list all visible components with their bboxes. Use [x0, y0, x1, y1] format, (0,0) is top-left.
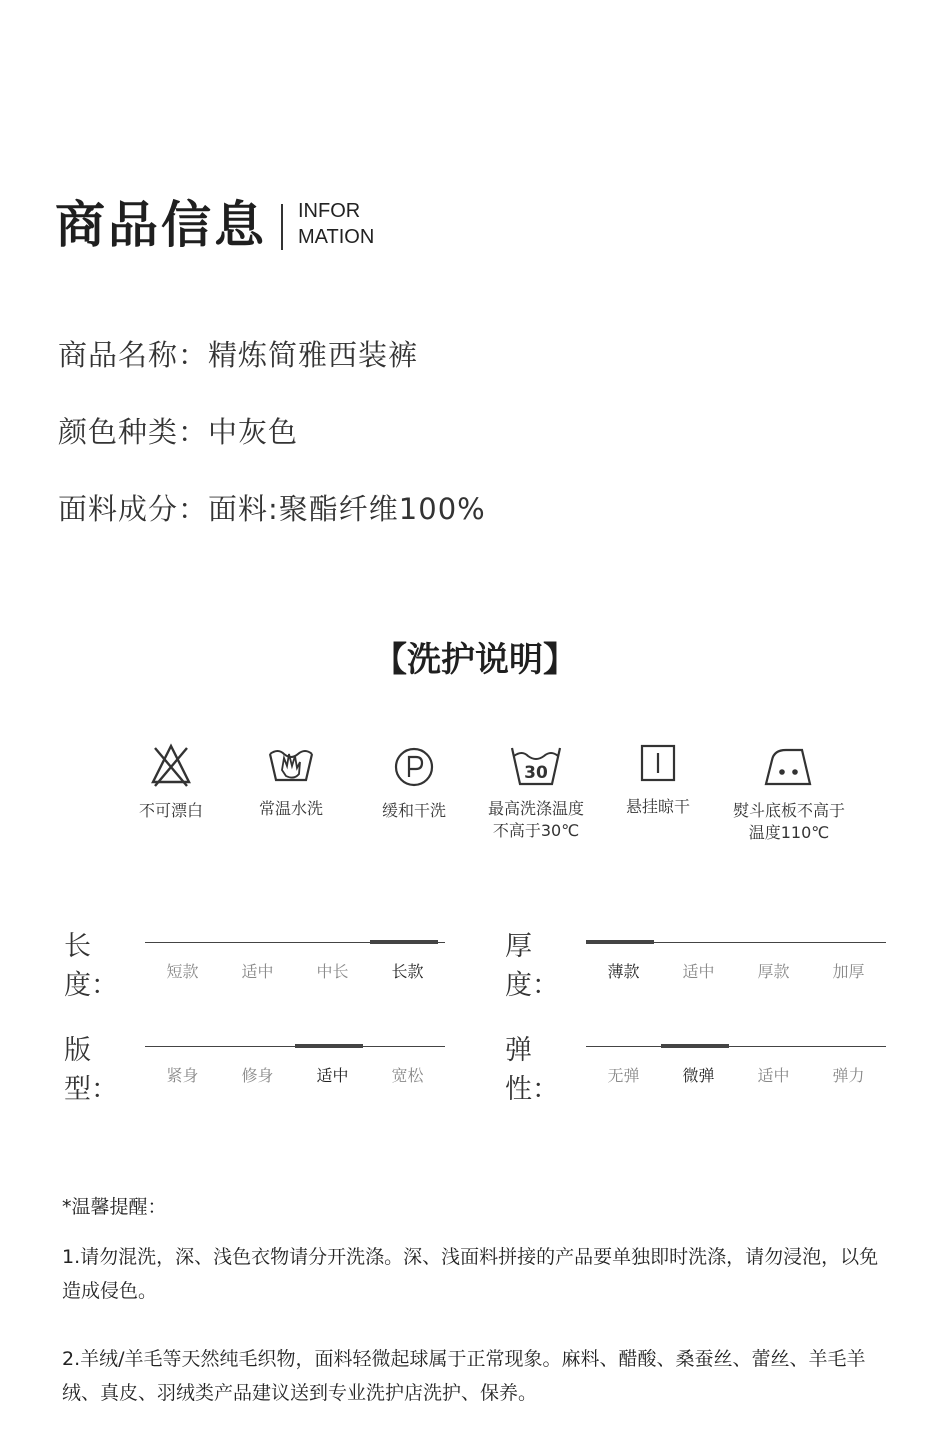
title-english-line1: INFOR	[298, 200, 361, 222]
page-title: 商品信息	[55, 196, 267, 254]
info-label: 面料成分：	[58, 492, 209, 526]
scale-label: 长度：	[64, 931, 118, 1001]
scale-option: 紧身	[166, 1066, 199, 1085]
scale-option: 适中	[316, 1066, 349, 1085]
scale-option: 微弹	[682, 1066, 715, 1085]
care-label: 缓和干洗	[381, 801, 446, 820]
info-value: 面料:聚酯纤维100%	[208, 492, 486, 526]
scale-option: 短款	[166, 962, 199, 981]
note-item: 1.请勿混洗，深、浅色衣物请分开洗涤。深、浅面料拼接的产品要单独即时洗涤，请勿浸泡，以免造成侵色。	[62, 1246, 879, 1302]
scale-option: 弹力	[832, 1066, 865, 1085]
notes-title: *温馨提醒：	[62, 1196, 167, 1218]
dry-clean-p-icon	[392, 742, 436, 790]
care-label: 悬挂晾干	[625, 797, 690, 816]
care-label: 不可漂白	[138, 801, 203, 820]
info-value: 精炼简雅西装裤	[208, 338, 419, 372]
hand-wash-icon	[266, 740, 316, 788]
hang-dry-icon	[638, 742, 678, 786]
scale-option: 修身	[241, 1066, 274, 1085]
scale-selected-marker	[370, 940, 438, 944]
svg-text:30: 30	[524, 763, 548, 783]
title-divider	[281, 204, 283, 250]
scale-option: 无弹	[607, 1066, 640, 1085]
scale-selected-marker	[295, 1044, 363, 1048]
info-row-fabric	[58, 487, 486, 528]
care-label: 最高洗涤温度 不高于30℃	[487, 799, 584, 840]
scale-selected-marker	[586, 940, 654, 944]
care-label: 常温水洗	[258, 799, 323, 818]
info-label: 商品名称：	[58, 338, 209, 372]
care-label: 熨斗底板不高于 温度110℃	[732, 801, 845, 842]
info-row-name	[58, 333, 418, 374]
info-label: 颜色种类：	[58, 415, 209, 449]
note-item: 2.羊绒/羊毛等天然纯毛织物，面料轻微起球属于正常现象。麻料、醋酸、桑蚕丝、蕾丝、羊毛羊绒、真皮、羽绒类产品建议送到专业洗护店洗护、保养。	[62, 1348, 866, 1404]
scale-option: 长款	[391, 962, 424, 981]
scale-option: 加厚	[832, 962, 865, 981]
scale-option: 适中	[757, 1066, 790, 1085]
scale-option: 适中	[241, 962, 274, 981]
wash-30-icon	[508, 740, 564, 788]
scale-label: 版型：	[64, 1035, 118, 1105]
scale-option: 中长	[316, 962, 349, 981]
scale-label: 弹性：	[505, 1035, 559, 1105]
scale-option: 厚款	[757, 962, 790, 981]
care-item	[583, 742, 733, 818]
scale-option: 薄款	[607, 962, 640, 981]
scale-option: 适中	[682, 962, 715, 981]
title-english	[298, 198, 374, 250]
scale-track	[586, 1046, 886, 1047]
title-english-line2: MATION	[298, 226, 375, 248]
iron-icon	[762, 742, 816, 790]
info-row-color	[58, 410, 298, 451]
scale-option: 宽松	[391, 1066, 424, 1085]
info-value: 中灰色	[208, 415, 299, 449]
care-title: 【洗护说明】	[373, 640, 577, 680]
scale-selected-marker	[661, 1044, 729, 1048]
scale-label: 厚度：	[505, 931, 559, 1001]
care-item	[714, 742, 864, 844]
no-bleach-icon	[149, 742, 193, 790]
